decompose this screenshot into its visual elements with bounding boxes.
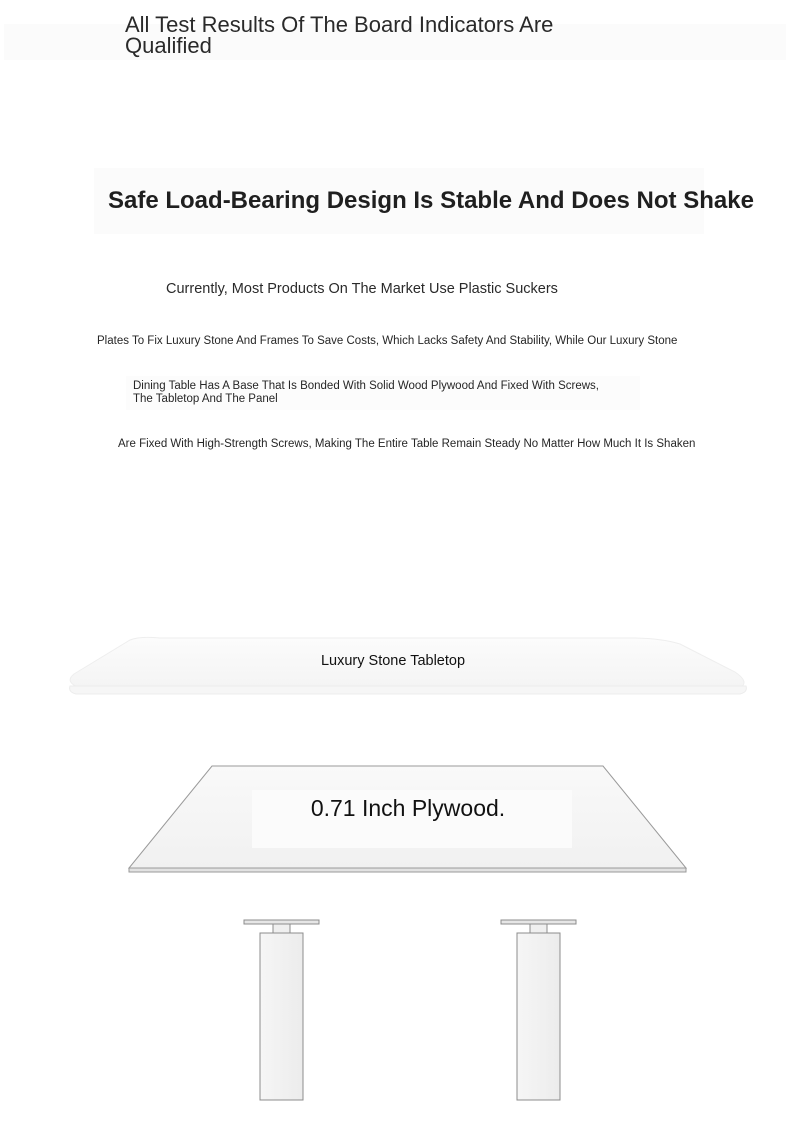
body-line-4: Are Fixed With High-Strength Screws, Making The Entire Table Remain Steady No Matter How Much It Is Shaken	[118, 438, 696, 450]
table-leg-right	[501, 920, 576, 1100]
body-line-2: Dining Table Has A Base That Is Bonded With Solid Wood Plywood And Fixed With Screws,	[133, 380, 599, 392]
body-line-3: The Tabletop And The Panel	[133, 393, 278, 405]
tabletop-label: Luxury Stone Tabletop	[320, 653, 466, 669]
table-leg-left	[244, 920, 319, 1100]
body-line-1: Plates To Fix Luxury Stone And Frames To Save Costs, Which Lacks Safety And Stability, While Our Luxury Stone	[97, 335, 678, 347]
exploded-table-diagram	[0, 620, 790, 1120]
section-headline: Safe Load-Bearing Design Is Stable And Does Not Shake	[108, 187, 754, 214]
page-title: All Test Results Of The Board Indicators Are Qualified	[125, 12, 554, 58]
plywood-label: 0.71 Inch Plywood.	[310, 795, 506, 821]
section-subheading: Currently, Most Products On The Market Use Plastic Suckers	[166, 281, 558, 297]
